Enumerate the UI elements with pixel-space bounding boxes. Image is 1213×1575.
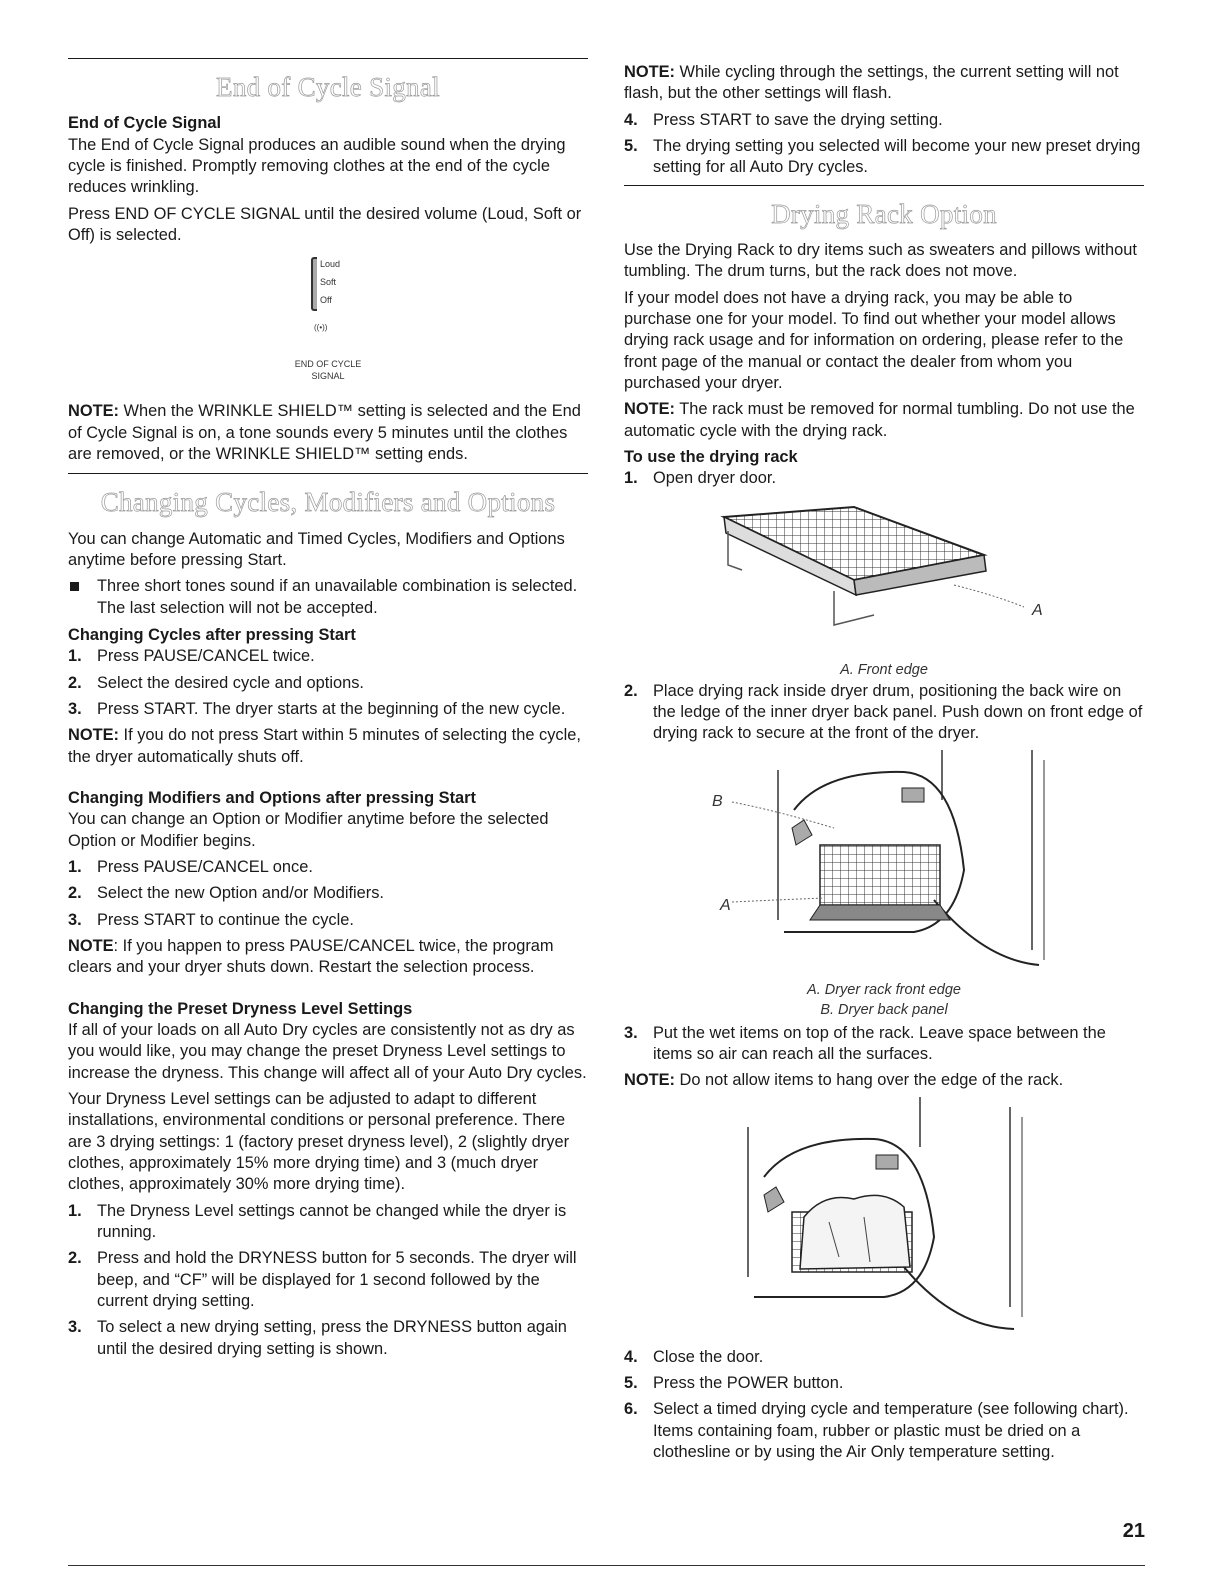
note-text: While cycling through the settings, the current setting will not flash, but the other settings will flash.	[624, 63, 1119, 103]
section-rule	[68, 58, 588, 59]
step-number: 1.	[624, 469, 638, 488]
rack-note	[624, 399, 1144, 442]
note-text: If you do not press Start within 5 minutes of selecting the cycle, the dryer automatically shuts off.	[68, 726, 581, 766]
section-rule	[68, 473, 588, 474]
note-label: NOTE:	[68, 726, 119, 745]
step-text: Select the new Option and/or Modifiers.	[97, 884, 384, 903]
preset-paragraph-1: If all of your loads on all Auto Dry cycles are consistently not as dry as you would like, you may change the preset Dryness Level settings to increase the dryness. This change will affect all of your Auto Dry cycles.	[68, 1020, 587, 1082]
callout-b: B	[712, 792, 723, 810]
rack-step-1	[624, 468, 1144, 489]
note-text: : If you happen to press PAUSE/CANCEL twice, the program clears and your dryer shuts down. Restart the selection process.	[68, 936, 554, 977]
bullet-square-icon	[70, 582, 79, 591]
rack-hang-note	[624, 1070, 1144, 1091]
list-item	[68, 673, 588, 694]
step-text: Press PAUSE/CANCEL twice.	[97, 647, 315, 666]
step-number: 1.	[68, 647, 82, 666]
step-text: Press START to save the drying setting.	[653, 110, 943, 129]
note-label: NOTE:	[624, 1071, 675, 1090]
step-number: 1.	[68, 1201, 82, 1220]
list-item	[624, 1373, 1144, 1394]
modifiers-heading: Changing Modifiers and Options after pressing Start	[68, 789, 476, 808]
step-number: 6.	[624, 1400, 638, 1419]
step-number: 3.	[624, 1023, 638, 1042]
changing-intro: You can change Automatic and Timed Cycles, Modifiers and Options anytime before pressing Start.	[68, 529, 565, 570]
right-column	[624, 62, 1144, 1468]
drying-rack-illustration	[624, 495, 1144, 655]
step-number: 2.	[68, 673, 82, 692]
volume-label-soft: Soft	[320, 277, 337, 288]
step-number: 3.	[68, 910, 82, 929]
note-text: When the WRINKLE SHIELD™ setting is selected and the End of Cycle Signal is on, a tone sounds every 5 minutes until the clothes are removed, or the WRINKLE SHIELD™ setting ends.	[68, 402, 581, 464]
drying-rack-figure	[624, 495, 1144, 678]
step-text: The Dryness Level settings cannot be changed while the dryer is running.	[97, 1201, 567, 1241]
step-number: 5.	[624, 136, 638, 155]
sound-signal-icon: ((•))	[314, 323, 328, 333]
volume-label-loud: Loud	[320, 259, 341, 270]
after-start-heading: Changing Cycles after pressing Start	[68, 626, 356, 645]
rack-usage-heading: To use the drying rack	[624, 447, 798, 466]
note-text: The rack must be removed for normal tumbling. Do not use the automatic cycle with the drying rack.	[624, 400, 1135, 440]
list-item	[624, 1399, 1144, 1463]
note-label: NOTE:	[624, 400, 675, 419]
note-label: NOTE:	[68, 402, 119, 421]
callout-a: A	[720, 896, 731, 914]
end-of-cycle-heading: End of Cycle Signal	[68, 114, 222, 133]
preset-paragraph-2: Your Dryness Level settings can be adjusted to adapt to different installations, environmental conditions or personal preference. There are 3 drying settings: 1 (factory preset dryness level), 2 (slightly dryer clothes, approximately 15% more drying time) and 3 (much dryer clothes, approximately 30% more drying time).	[68, 1089, 570, 1194]
step-text: To select a new drying setting, press the DRYNESS button again until the desired drying setting is shown.	[97, 1318, 567, 1358]
list-item	[68, 883, 588, 904]
step-text: Select a timed drying cycle and temperature (see following chart). Items containing foam, rubber or plastic must be dried on a clothesline or by using the Air Only temperature setting.	[653, 1400, 1129, 1461]
volume-label-off: Off	[320, 295, 332, 306]
step-text: The drying setting you selected will become your new preset drying setting for all Auto Dry cycles.	[653, 136, 1141, 177]
modifiers-steps	[68, 857, 588, 931]
rack-front-edge-caption: A. Dryer rack front edge	[807, 981, 961, 998]
list-item	[624, 136, 1144, 179]
note-label: NOTE:	[624, 63, 675, 81]
step-text: Open dryer door.	[653, 469, 777, 488]
step-number: 3.	[68, 700, 82, 719]
rack-in-dryer-illustration	[624, 750, 1144, 975]
rack-step-2	[624, 681, 1144, 745]
modifiers-note	[68, 936, 588, 979]
step-number: 3.	[68, 1318, 82, 1337]
step-text: Press START to continue the cycle.	[97, 910, 354, 929]
end-of-cycle-note	[68, 401, 588, 465]
step-text: Place drying rack inside dryer drum, positioning the back wire on the ledge of the inner dryer back panel. Push down on front edge of drying rack to secure at the front of the dryer.	[653, 681, 1143, 743]
preset-dryness-heading: Changing the Preset Dryness Level Settings	[68, 999, 413, 1018]
dryness-steps-continued	[624, 110, 1144, 179]
step-text: Press PAUSE/CANCEL once.	[97, 858, 313, 876]
list-item	[624, 110, 1144, 131]
section-banner-end-of-cycle: End of Cycle Signal	[216, 72, 440, 102]
rack-in-dryer-figure	[624, 750, 1144, 1018]
panel-caption-line-2: SIGNAL	[311, 371, 345, 382]
list-item	[68, 576, 588, 619]
dryness-flash-note	[624, 62, 1144, 105]
rack-paragraph-2: If your model does not have a drying rack, you may be able to purchase one for your model. To find out whether your model allows drying rack usage and for information on ordering, please refer to the front page of the manual or contact the dealer from whom you purchased your dryer.	[624, 288, 1124, 392]
list-item	[68, 646, 588, 667]
list-item	[68, 1248, 588, 1312]
step-text: Press the POWER button.	[653, 1373, 844, 1392]
modifiers-intro: You can change an Option or Modifier anytime before the selected Option or Modifier begins.	[68, 810, 549, 850]
step-number: 5.	[624, 1373, 638, 1392]
after-start-note	[68, 725, 588, 768]
list-item	[68, 1201, 588, 1244]
section-banner-changing-cycles: Changing Cycles, Modifiers and Options	[100, 487, 556, 518]
step-number: 2.	[624, 681, 638, 700]
volume-selector-bracket-icon	[311, 257, 317, 311]
step-text: Close the door.	[653, 1347, 764, 1366]
section-rule	[624, 185, 1144, 186]
preset-steps	[68, 1201, 588, 1360]
callout-a: A	[1032, 601, 1043, 619]
step-number: 1.	[68, 858, 82, 876]
step-number: 2.	[68, 884, 82, 903]
items-on-rack-illustration	[624, 1097, 1144, 1337]
step-number: 2.	[68, 1249, 82, 1268]
back-panel-caption: B. Dryer back panel	[820, 1001, 948, 1018]
rack-paragraph-1: Use the Drying Rack to dry items such as sweaters and pillows without tumbling. The drum turns, but the rack does not move.	[624, 241, 1137, 281]
list-item	[68, 699, 588, 720]
list-item	[68, 910, 588, 931]
list-item	[624, 1023, 1144, 1066]
note-label: NOTE	[68, 936, 114, 955]
changing-bullets	[68, 576, 588, 619]
step-text: Press START. The dryer starts at the beginning of the new cycle.	[97, 700, 566, 719]
end-of-cycle-paragraph-1: The End of Cycle Signal produces an audible sound when the drying cycle is finished. Promptly removing clothes at the end of the cycle reduces wrinkling.	[68, 135, 566, 197]
bullet-text: Three short tones sound if an unavailable combination is selected. The last selection will not be accepted.	[97, 577, 578, 617]
list-item	[624, 1347, 1144, 1368]
front-edge-caption: A. Front edge	[840, 661, 928, 678]
items-on-rack-figure	[624, 1097, 1144, 1347]
note-text: Do not allow items to hang over the edge of the rack.	[675, 1071, 1064, 1090]
step-number: 4.	[624, 1347, 638, 1366]
left-column	[68, 58, 588, 1365]
list-item	[624, 681, 1144, 745]
panel-caption-line-1: END OF CYCLE	[294, 359, 362, 370]
page-number: 21	[1122, 1520, 1145, 1542]
rack-final-steps	[624, 1347, 1144, 1464]
section-banner-drying-rack: Drying Rack Option	[771, 198, 997, 229]
list-item	[624, 468, 1144, 489]
step-text: Put the wet items on top of the rack. Leave space between the items so air can reach all the surfaces.	[653, 1023, 1106, 1063]
after-start-steps	[68, 646, 588, 720]
step-number: 4.	[624, 110, 638, 129]
footer-rule	[68, 1565, 1145, 1566]
step-text: Select the desired cycle and options.	[97, 673, 364, 692]
list-item	[68, 1317, 588, 1360]
end-of-cycle-paragraph-2: Press END OF CYCLE SIGNAL until the desired volume (Loud, Soft or Off) is selected.	[68, 204, 582, 245]
list-item	[68, 857, 588, 878]
rack-step-3	[624, 1023, 1144, 1066]
end-of-cycle-control-illustration	[68, 251, 588, 401]
step-text: Press and hold the DRYNESS button for 5 seconds. The dryer will beep, and “CF” will be displayed for 1 second followed by the current drying setting.	[97, 1249, 577, 1310]
